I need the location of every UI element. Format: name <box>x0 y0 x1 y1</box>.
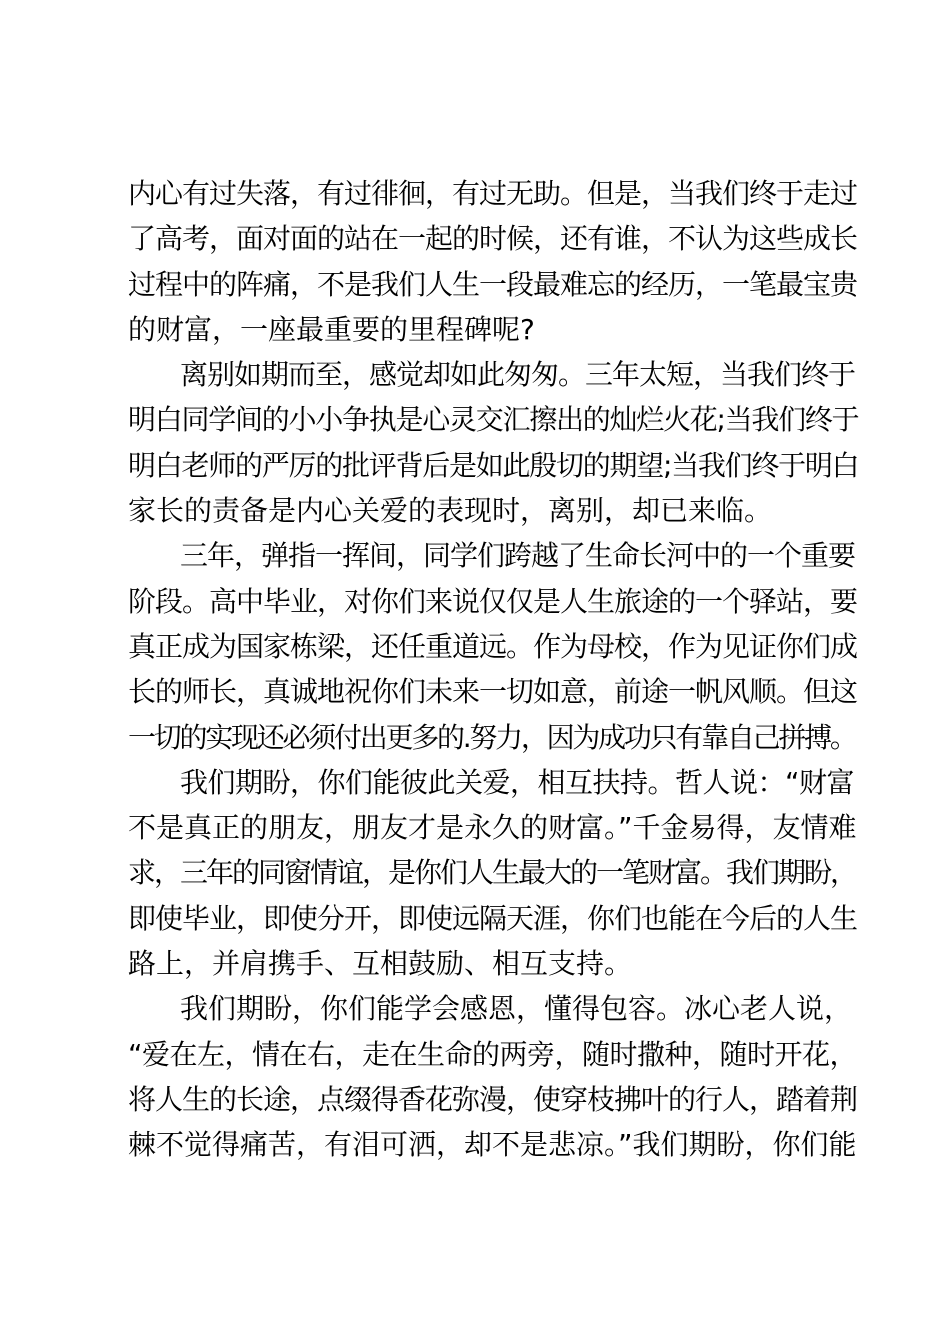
text-line-first: 我们期盼，你们能彼此关爱，相互扶持。哲人说：“财富 <box>180 765 855 799</box>
text-line: 家长的责备是内心关爱的表现时，离别，却已来临。 <box>128 494 773 528</box>
text-line: 即使毕业，即使分开，即使远隔天涯，你们也能在今后的人生 <box>128 901 858 935</box>
text-line: 的财富，一座最重要的里程碑呢? <box>128 312 535 346</box>
paragraph-2 <box>128 352 858 533</box>
text-line: 长的师长，真诚地祝你们未来一切如意，前途一帆风顺。但这 <box>128 675 858 709</box>
text-line-first: 离别如期而至，感觉却如此匆匆。三年太短，当我们终于 <box>180 358 856 392</box>
text-line-first: 我们期盼，你们能学会感恩，懂得包容。冰心老人说， <box>180 992 853 1026</box>
text-line: 明白同学间的小小争执是心灵交汇擦出的灿烂火花;当我们终于 <box>128 403 859 437</box>
text-line-first: 三年，弹指一挥间，同学们跨越了生命长河中的一个重要 <box>180 539 856 573</box>
paragraph-1 <box>128 171 858 352</box>
text-line: 求，三年的同窗情谊，是你们人生最大的一笔财富。我们期盼， <box>128 856 857 890</box>
text-line: 路上，并肩携手、互相鼓励、相互支持。 <box>128 947 633 981</box>
text-line: 阶段。高中毕业，对你们来说仅仅是人生旅途的一个驿站，要 <box>128 584 858 618</box>
text-line: 内心有过失落，有过徘徊，有过无助。但是，当我们终于走过 <box>128 177 858 210</box>
text-line: 过程中的阵痛，不是我们人生一段最难忘的经历，一笔最宝贵 <box>128 267 858 301</box>
text-line: 真正成为国家栋梁，还任重道远。作为母校，作为见证你们成 <box>128 629 858 663</box>
text-line: 棘不觉得痛苦，有泪可洒，却不是悲凉。”我们期盼，你们能 <box>128 1128 857 1162</box>
text-line: 将人生的长途，点缀得香花弥漫，使穿枝拂叶的行人，踏着荆 <box>128 1082 858 1116</box>
text-line: 了高考，面对面的站在一起的时候，还有谁，不认为这些成长 <box>128 222 858 256</box>
paragraph-4 <box>128 760 858 986</box>
text-line: 一切的实现还必须付出更多的.努力，因为成功只有靠自己拼搏。 <box>128 720 856 754</box>
text-line: “爱在左，情在右，走在生命的两旁，随时撒种，随时开花， <box>128 1037 858 1071</box>
text-line: 不是真正的朋友，朋友才是永久的财富。”千金易得，友情难 <box>128 811 857 845</box>
paragraph-5 <box>128 986 858 1167</box>
text-line: 明白老师的严厉的批评背后是如此殷切的期望;当我们终于明白 <box>128 448 859 482</box>
paragraph-3 <box>128 533 858 759</box>
document-body <box>128 171 858 1168</box>
